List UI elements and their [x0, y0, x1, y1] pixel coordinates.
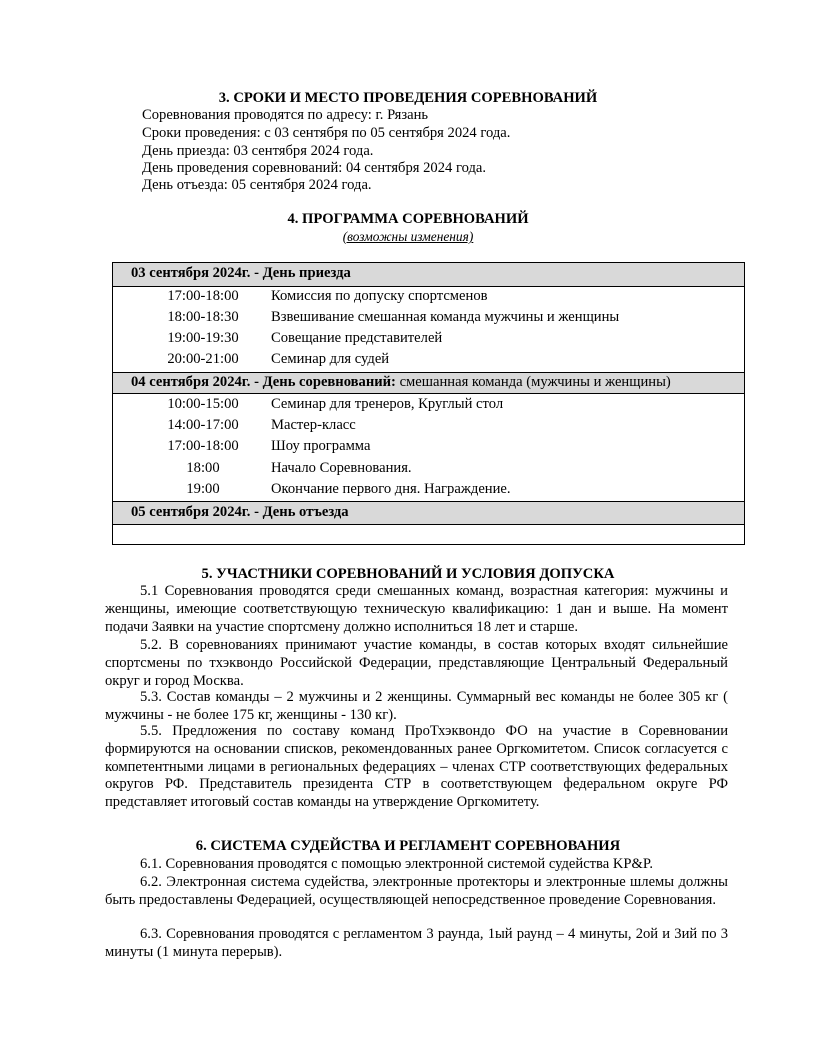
section4-title: 4. ПРОГРАММА СОРЕВНОВАНИЙ: [287, 211, 529, 227]
day1-header: [113, 263, 744, 287]
section3-line: Соревнования проводятся по адресу: г. Рязань: [142, 107, 429, 123]
schedule-row: [113, 308, 744, 329]
row-time: 18:00: [186, 460, 220, 476]
day1-header-text: 03 сентября 2024г. - День приезда: [131, 265, 351, 281]
schedule-row: [113, 350, 744, 371]
schedule-row: [113, 329, 744, 350]
row-desc: Семинар для судей: [271, 351, 390, 367]
section4-subtitle: (возможны изменения): [342, 229, 474, 244]
day2-header-bold: 04 сентября 2024г. - День соревнований:: [131, 374, 396, 390]
section5-paragraph: [105, 689, 728, 725]
section5-title: 5. УЧАСТНИКИ СОРЕВНОВАНИЙ И УСЛОВИЯ ДОПУСКА: [201, 566, 615, 582]
row-desc: Шоу программа: [271, 438, 371, 454]
day3-header-text: 05 сентября 2024г. - День отъезда: [131, 504, 349, 520]
row-time: 18:00-18:30: [167, 309, 239, 325]
row-desc: Семинар для тренеров, Круглый стол: [271, 396, 504, 412]
row-desc: Начало Соревнования.: [271, 460, 412, 476]
section3-line: Сроки проведения: с 03 сентября по 05 сентября 2024 года.: [142, 125, 511, 141]
paragraph-text: 5.3. Состав команды – 2 мужчины и 2 женщины. Суммарный вес команды не более 305 кг ( мужчины - не более 175 кг, женщины - 130 кг).: [105, 689, 728, 723]
row-time: 14:00-17:00: [167, 417, 239, 433]
row-time: 20:00-21:00: [167, 351, 239, 367]
row-desc: Взвешивание смешанная команда мужчины и женщины: [271, 309, 620, 325]
section6-title: 6. СИСТЕМА СУДЕЙСТВА И РЕГЛАМЕНТ СОРЕВНОВАНИЯ: [195, 838, 621, 854]
section3-title: 3. СРОКИ И МЕСТО ПРОВЕДЕНИЯ СОРЕВНОВАНИЙ: [218, 90, 598, 106]
paragraph-text: 6.1. Соревнования проводятся с помощью электронной системой судейства KP&P.: [140, 856, 654, 872]
section5-paragraph: [105, 723, 728, 812]
section3-line: День приезда: 03 сентября 2024 года.: [142, 143, 374, 159]
row-desc: Комиссия по допуску спортсменов: [271, 288, 488, 304]
day2-header: [113, 372, 744, 394]
section3-line: День отъезда: 05 сентября 2024 года.: [142, 177, 372, 193]
paragraph-text: 5.1 Соревнования проводятся среди смешанных команд, возрастная категория: мужчины и женщины, имеющие соответствующую техническую квалификацию: 1 дан и выше. На момент подачи Заявки на участие спортсмену должно исполниться 18 лет и старше.: [105, 583, 728, 635]
row-time: 19:00-19:30: [167, 330, 239, 346]
section6-paragraph: [105, 856, 728, 874]
schedule-row: [113, 395, 744, 416]
schedule-table: [112, 262, 745, 545]
schedule-row: [113, 287, 744, 308]
section6-paragraph: [105, 874, 728, 910]
schedule-row: [113, 437, 744, 458]
paragraph-text: 5.2. В соревнованиях принимают участие команды, в состав которых входят сильнейшие спортсмены по тхэквондо Российской Федерации, представляющие Центральный Федеральный округ и город Москва.: [105, 637, 728, 689]
paragraph-text: 5.5. Предложения по составу команд ПроТхэквондо ФО на участие в Соревновании формируются на основании списков, рекомендованных ранее Оргкомитетом. Список согласуется с компетентными лицами в региональных федерациях – членах СТР соответствующих федеральных округов РФ. Представитель президента СТР в соответствующем федеральном округе РФ представляет итоговый состав команды на утверждение Оргкомитету.: [105, 723, 728, 811]
row-time: 17:00-18:00: [167, 438, 239, 454]
row-desc: Окончание первого дня. Награждение.: [271, 481, 511, 497]
row-desc: Мастер-класс: [271, 417, 356, 433]
day2-header-rest: смешанная команда (мужчины и женщины): [395, 374, 671, 390]
section5-paragraph: [105, 637, 728, 690]
row-time: 19:00: [186, 481, 220, 497]
day3-header: [113, 501, 744, 525]
row-time: 17:00-18:00: [167, 288, 239, 304]
paragraph-text: 6.2. Электронная система судейства, электронные протекторы и электронные шлемы должны быть предоставлены Федерацией, осуществляющей непосредственное проведение Соревнования.: [105, 874, 728, 908]
section5-paragraph: [105, 583, 728, 636]
section3-line: День проведения соревнований: 04 сентября 2024 года.: [142, 160, 487, 176]
section6-paragraph: [105, 926, 728, 962]
row-time: 10:00-15:00: [167, 396, 239, 412]
row-desc: Совещание представителей: [271, 330, 443, 346]
schedule-row: [113, 480, 744, 501]
schedule-row: [113, 416, 744, 437]
schedule-row: [113, 459, 744, 480]
paragraph-text: 6.3. Соревнования проводятся с регламентом 3 раунда, 1ый раунд – 4 минуты, 2ой и 3ий по 3 минуты (1 минута перерыв).: [105, 926, 728, 960]
